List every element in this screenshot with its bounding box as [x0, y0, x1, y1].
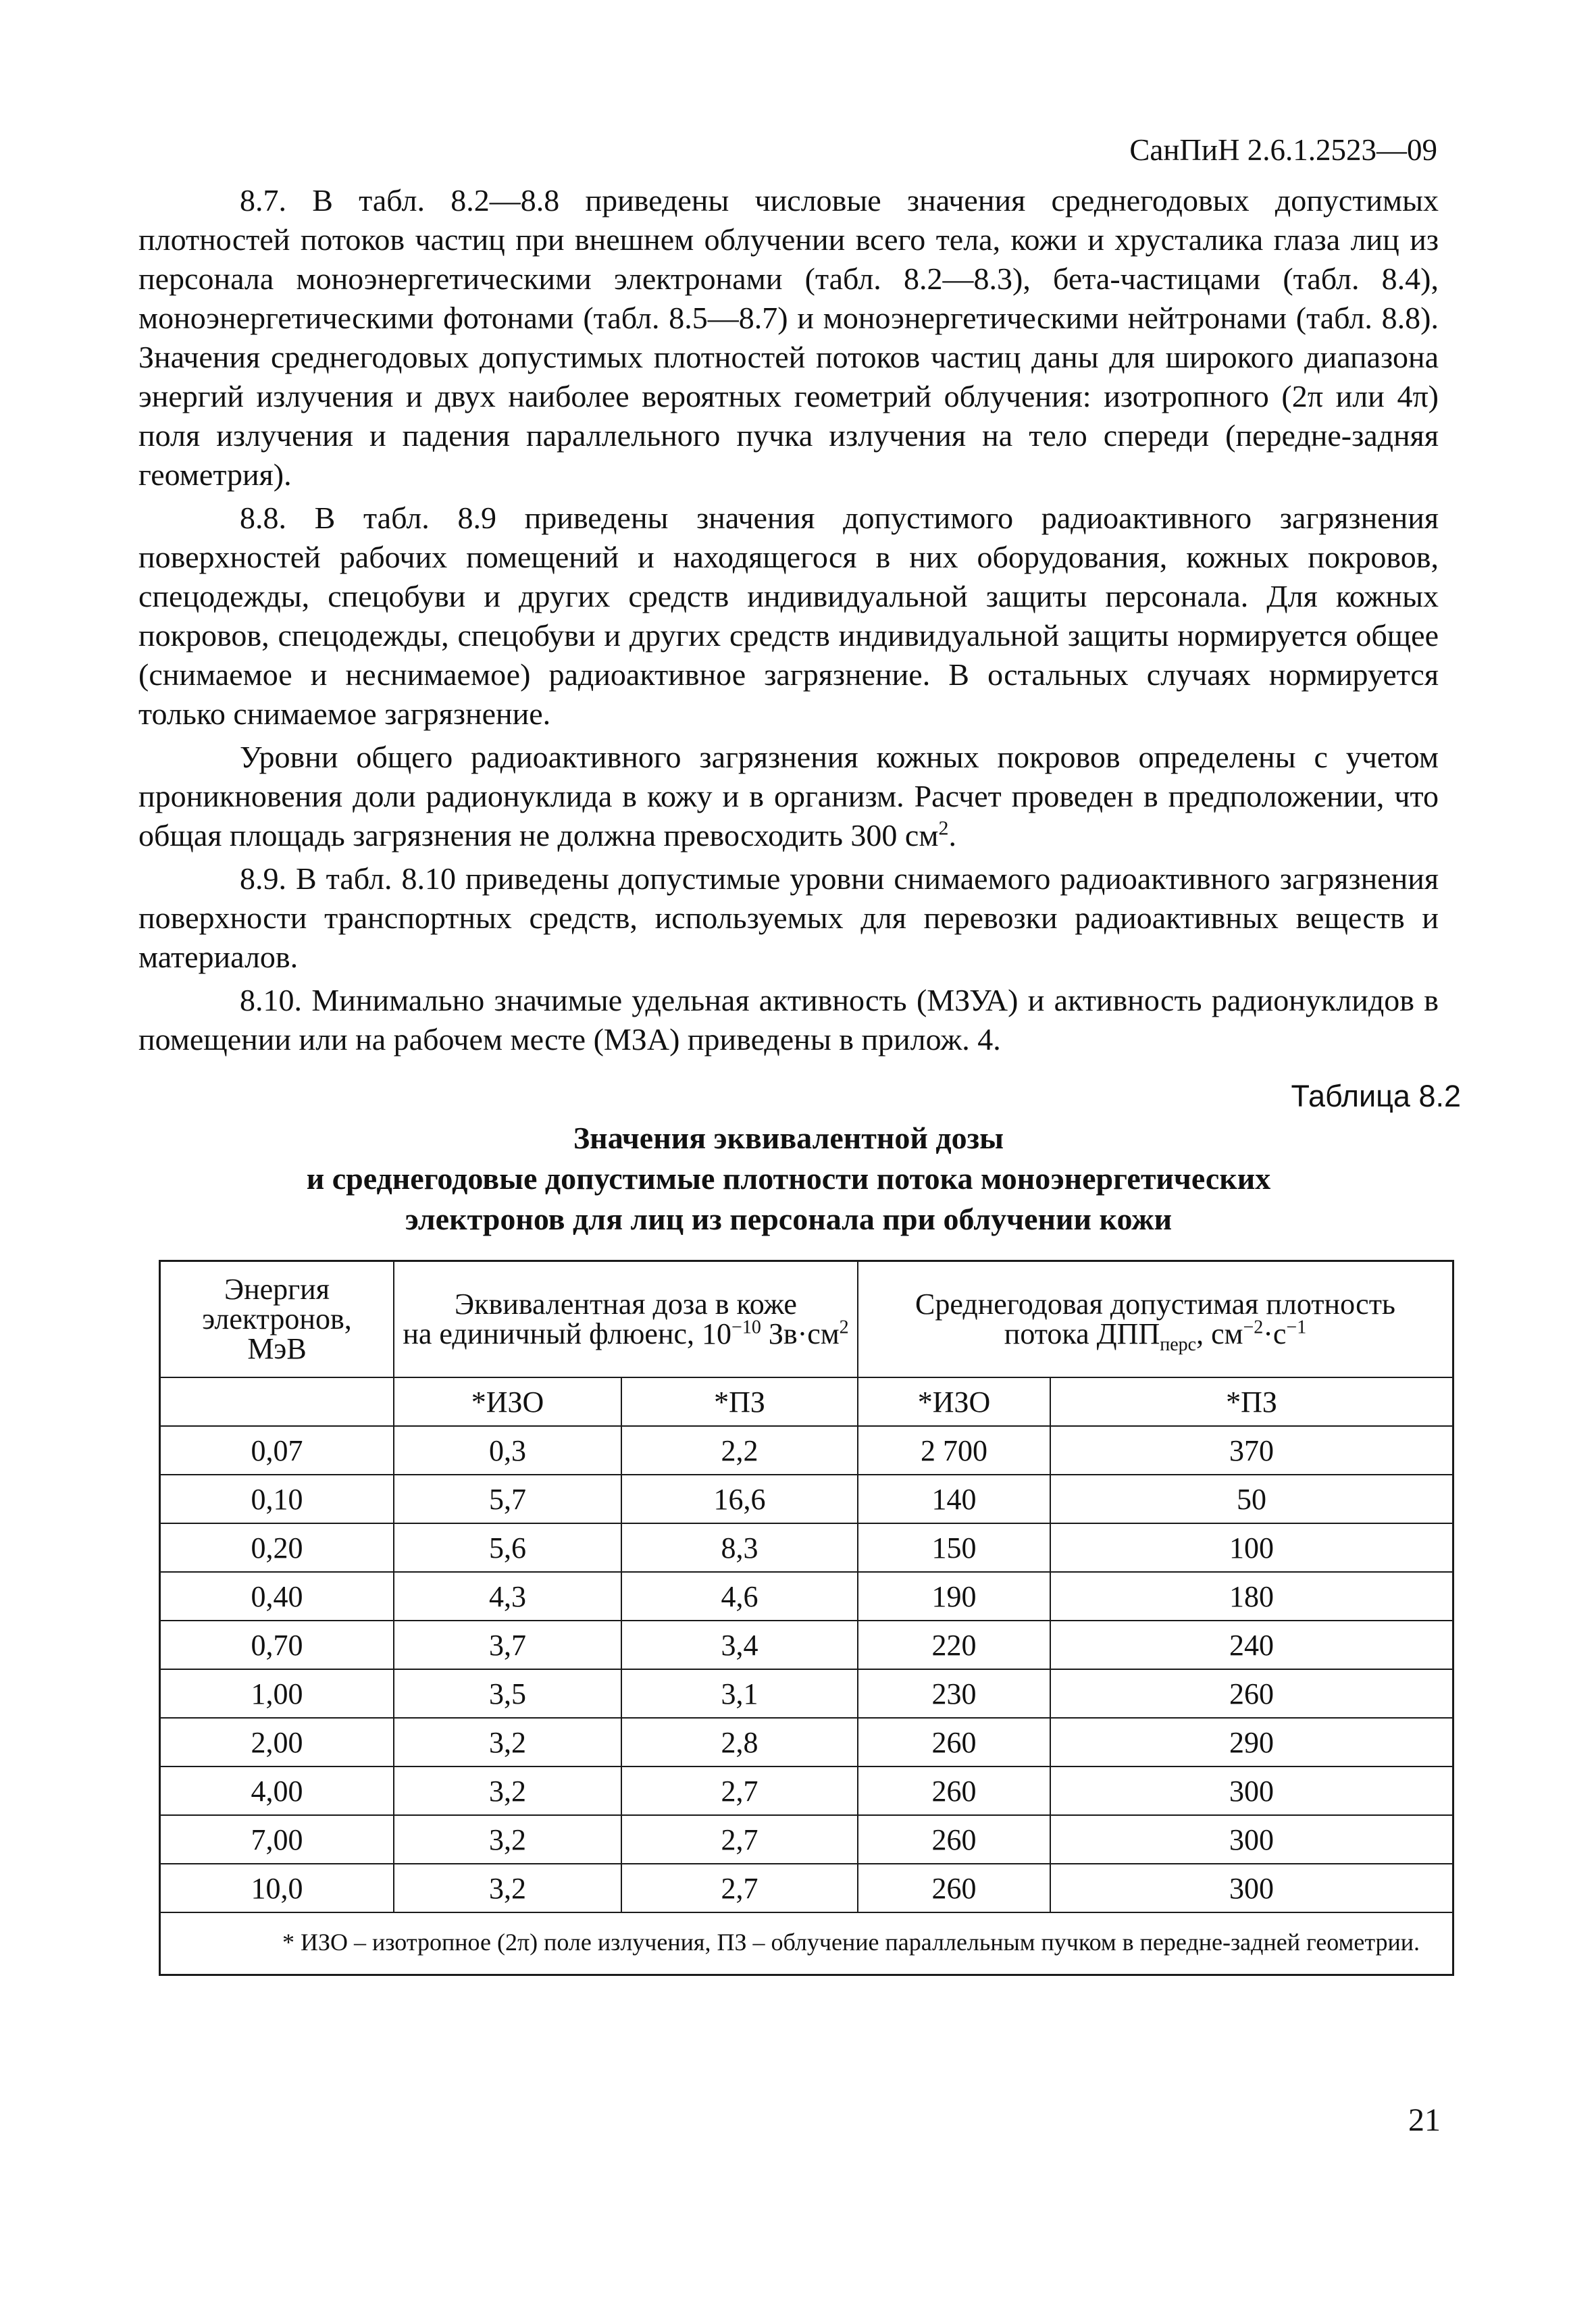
cell-dpp-pz: 260 — [1050, 1669, 1452, 1718]
cell-dose-iso: 3,2 — [394, 1718, 621, 1766]
cell-dose-iso: 3,7 — [394, 1621, 621, 1669]
cell-dose-iso: 0,3 — [394, 1426, 621, 1475]
cell-dpp-iso: 150 — [858, 1523, 1050, 1572]
cell-dose-pz: 8,3 — [621, 1523, 858, 1572]
cell-dpp-iso: 2 700 — [858, 1426, 1050, 1475]
subheader-dose-iso: *ИЗО — [394, 1377, 621, 1426]
cell-energy: 10,0 — [161, 1864, 394, 1912]
table-row — [161, 1426, 1452, 1475]
cell-dpp-pz: 300 — [1050, 1766, 1452, 1815]
cell-dose-iso: 3,2 — [394, 1766, 621, 1815]
cell-dose-iso: 3,2 — [394, 1864, 621, 1912]
subheader-empty — [161, 1377, 394, 1426]
cell-dose-pz: 4,6 — [621, 1572, 858, 1621]
cell-energy: 0,07 — [161, 1426, 394, 1475]
cell-dose-pz: 3,1 — [621, 1669, 858, 1718]
paragraph-8-8: 8.8. В табл. 8.9 приведены значения допустимого радиоактивного загрязнения поверхностей рабочих помещений и находящегося в них оборудования, кожных покровов, спецодежды, спецобуви и других средств индивидуальной защиты персонала. Для кожных покровов, спецодежды, спецобуви и других средств индивидуальной защиты нормируется общее (снимаемое и неснимаемое) радиоактивное загрязнение. В остальных случаях нормируется только снимаемое загрязнение. — [138, 501, 1439, 731]
cell-dpp-pz: 50 — [1050, 1475, 1452, 1523]
table-title-line: Значения эквивалентной дозы — [573, 1121, 1004, 1155]
cell-energy: 4,00 — [161, 1766, 394, 1815]
data-table — [161, 1262, 1452, 1974]
paragraph-end: . — [948, 818, 956, 853]
cell-dpp-iso: 260 — [858, 1864, 1050, 1912]
cell-energy: 0,40 — [161, 1572, 394, 1621]
cell-dpp-iso: 260 — [858, 1815, 1050, 1864]
header-energy: Энергия электронов, МэВ — [161, 1262, 394, 1377]
cell-energy: 0,10 — [161, 1475, 394, 1523]
table-row — [161, 1718, 1452, 1766]
header-equivalent-dose: Эквивалентная доза в коже на единичный флюенс, $10^{-10}$ $Зв\cdot см^2$ — [394, 1262, 858, 1377]
paragraph-8-7: 8.7. В табл. 8.2—8.8 приведены числовые значения среднегодовых допустимых плотностей потоков частиц при внешнем облучении всего тела, кожи и хрусталика глаза лиц из персонала моноэнергетическими электронами (табл. 8.2—8.3), бета-частицами (табл. 8.4), моноэнергетическими фотонами (табл. 8.5—8.7) и моноэнергетическими нейтронами (табл. 8.8). Значения среднегодовых допустимых плотностей потоков частиц даны для широкого диапазона энергий излучения и двух наиболее вероятных геометрий облучения: изотропного (2π или 4π) поля излучения и падения параллельного пучка излучения на тело спереди (передне-задняя геометрия). — [138, 183, 1439, 492]
table-row — [161, 1669, 1452, 1718]
paragraph-contamination-text: Уровни общего радиоактивного загрязнения кожных покровов определены с учетом проникновения доли радионуклида в кожу и в организм. Расчет проведен в предположении, что общая площадь загрязнения не должна превосходить 300 см — [138, 740, 1439, 853]
table-subheader-row — [161, 1377, 1452, 1426]
footnote-text: * ИЗО – изотропное (2π) поле излучения, ПЗ – облучение параллельным пучком в передне-задней геометрии. — [282, 1929, 1420, 1956]
cell-energy: 1,00 — [161, 1669, 394, 1718]
cell-dose-pz: 16,6 — [621, 1475, 858, 1523]
cell-dpp-pz: 300 — [1050, 1815, 1452, 1864]
cell-dpp-iso: 140 — [858, 1475, 1050, 1523]
document-code: СанПиН 2.6.1.2523—09 — [1129, 133, 1437, 167]
cell-dose-iso: 3,5 — [394, 1669, 621, 1718]
table-row — [161, 1475, 1452, 1523]
paragraph-8-10: 8.10. Минимально значимые удельная активность (МЗУА) и активность радионуклидов в помещении или на рабочем месте (МЗА) приведены в прилож. 4. — [138, 983, 1439, 1057]
cell-energy: 0,70 — [161, 1621, 394, 1669]
cell-dose-pz: 2,8 — [621, 1718, 858, 1766]
table-title — [138, 1118, 1439, 1240]
table-row — [161, 1815, 1452, 1864]
cell-dpp-iso: 190 — [858, 1572, 1050, 1621]
cell-dpp-pz: 180 — [1050, 1572, 1452, 1621]
cell-energy: 2,00 — [161, 1718, 394, 1766]
page-number: 21 — [1408, 2102, 1441, 2138]
table-frame — [159, 1260, 1454, 1976]
cell-dpp-pz: 370 — [1050, 1426, 1452, 1475]
subheader-dose-pz: *ПЗ — [621, 1377, 858, 1426]
table-row — [161, 1864, 1452, 1912]
cell-dpp-iso: 230 — [858, 1669, 1050, 1718]
cell-dose-pz: 3,4 — [621, 1621, 858, 1669]
cell-dose-pz: 2,7 — [621, 1864, 858, 1912]
cell-dose-iso: 5,7 — [394, 1475, 621, 1523]
table-row — [161, 1766, 1452, 1815]
cell-dose-iso: 3,2 — [394, 1815, 621, 1864]
cell-dpp-pz: 290 — [1050, 1718, 1452, 1766]
table-row — [161, 1572, 1452, 1621]
footnote-row — [161, 1912, 1452, 1974]
cell-dpp-pz: 100 — [1050, 1523, 1452, 1572]
table-title-line: электронов для лиц из персонала при облучении кожи — [405, 1202, 1173, 1236]
area-unit-exponent: 2 — [938, 817, 949, 840]
cell-dpp-pz: 240 — [1050, 1621, 1452, 1669]
table-number: Таблица 8.2 — [1291, 1079, 1461, 1113]
cell-dose-iso: 4,3 — [394, 1572, 621, 1621]
header-annual-flux-density: Среднегодовая допустимая плотность потока $ДПП_{перс}$, $см^{-2}\cdot с^{-1}$ — [858, 1262, 1452, 1377]
cell-dpp-iso: 260 — [858, 1718, 1050, 1766]
paragraph-8-9: 8.9. В табл. 8.10 приведены допустимые уровни снимаемого радиоактивного загрязнения поверхности транспортных средств, используемых для перевозки радиоактивных веществ и материалов. — [138, 861, 1439, 974]
table-row — [161, 1621, 1452, 1669]
table-title-line: и среднегодовые допустимые плотности потока моноэнергетических — [306, 1161, 1271, 1196]
paragraph-contamination-levels — [138, 738, 1439, 855]
cell-dose-pz: 2,7 — [621, 1815, 858, 1864]
body-text — [138, 181, 1439, 1063]
subheader-dpp-iso: *ИЗО — [858, 1377, 1050, 1426]
cell-dose-iso: 5,6 — [394, 1523, 621, 1572]
cell-dose-pz: 2,7 — [621, 1766, 858, 1815]
cell-energy: 7,00 — [161, 1815, 394, 1864]
cell-dpp-pz: 300 — [1050, 1864, 1452, 1912]
cell-dpp-iso: 220 — [858, 1621, 1050, 1669]
table-header-row — [161, 1262, 1452, 1377]
cell-energy: 0,20 — [161, 1523, 394, 1572]
cell-dpp-iso: 260 — [858, 1766, 1050, 1815]
cell-dose-pz: 2,2 — [621, 1426, 858, 1475]
table-row — [161, 1523, 1452, 1572]
subheader-dpp-pz: *ПЗ — [1050, 1377, 1452, 1426]
table-footnote — [161, 1912, 1452, 1974]
